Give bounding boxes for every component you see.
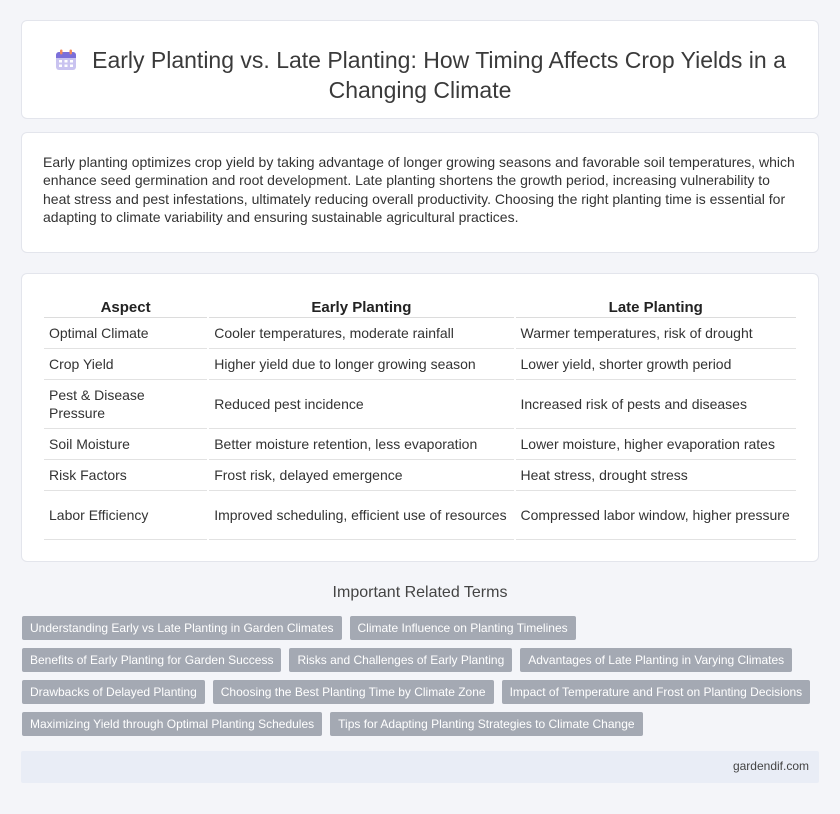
page-title bbox=[42, 45, 798, 105]
cell-aspect: Labor Efficiency bbox=[44, 491, 207, 540]
header-early-planting: Early Planting bbox=[209, 296, 513, 318]
related-term-tag[interactable]: Advantages of Late Planting in Varying Climates bbox=[520, 648, 792, 672]
cell-late: Lower yield, shorter growth period bbox=[516, 349, 797, 380]
cell-early: Improved scheduling, efficient use of resources bbox=[209, 491, 513, 540]
related-term-tag[interactable]: Benefits of Early Planting for Garden Success bbox=[22, 648, 281, 672]
related-term-tag[interactable]: Impact of Temperature and Frost on Planting Decisions bbox=[502, 680, 811, 704]
header-aspect: Aspect bbox=[44, 296, 207, 318]
cell-late: Compressed labor window, higher pressure bbox=[516, 491, 797, 540]
cell-early: Reduced pest incidence bbox=[209, 380, 513, 429]
tag-row bbox=[22, 648, 822, 672]
title-wrap bbox=[22, 45, 818, 105]
cell-late: Lower moisture, higher evaporation rates bbox=[516, 429, 797, 460]
cell-aspect: Optimal Climate bbox=[44, 318, 207, 349]
tag-row bbox=[22, 616, 822, 640]
cell-early: Frost risk, delayed emergence bbox=[209, 460, 513, 491]
footer-site-name: gardendif.com bbox=[732, 759, 809, 773]
calendar-icon bbox=[54, 48, 78, 72]
table-row bbox=[44, 349, 796, 380]
related-terms-tags bbox=[22, 616, 822, 744]
comparison-table bbox=[42, 296, 798, 540]
table-row bbox=[44, 460, 796, 491]
tag-row bbox=[22, 712, 822, 736]
cell-early: Higher yield due to longer growing season bbox=[209, 349, 513, 380]
cell-early: Better moisture retention, less evaporation bbox=[209, 429, 513, 460]
table-row bbox=[44, 429, 796, 460]
header-late-planting: Late Planting bbox=[516, 296, 797, 318]
related-term-tag[interactable]: Understanding Early vs Late Planting in Garden Climates bbox=[22, 616, 342, 640]
tag-row bbox=[22, 680, 822, 704]
cell-aspect: Risk Factors bbox=[44, 460, 207, 491]
related-term-tag[interactable]: Tips for Adapting Planting Strategies to Climate Change bbox=[330, 712, 642, 736]
footer bbox=[21, 751, 819, 783]
related-term-tag[interactable]: Risks and Challenges of Early Planting bbox=[289, 648, 512, 672]
related-term-tag[interactable]: Climate Influence on Planting Timelines bbox=[350, 616, 576, 640]
cell-aspect: Pest & Disease Pressure bbox=[44, 380, 207, 429]
page-title-text: Early Planting vs. Late Planting: How Timing Affects Crop Yields in a Changing Climate bbox=[92, 47, 786, 103]
cell-aspect: Crop Yield bbox=[44, 349, 207, 380]
intro-paragraph: Early planting optimizes crop yield by taking advantage of longer growing seasons and favorable soil temperatures, which enhance seed germination and root development. Late planting shortens the growth period, increasing vulnerability to heat stress and pest infestations, ultimately reducing overall productivity. Choosing the right planting time is essential for adapting to climate variability and ensuring sustainable agricultural practices. bbox=[43, 154, 795, 226]
intro-card bbox=[21, 132, 819, 253]
cell-aspect: Soil Moisture bbox=[44, 429, 207, 460]
table-row bbox=[44, 380, 796, 429]
comparison-table-card bbox=[21, 273, 819, 562]
related-term-tag[interactable]: Choosing the Best Planting Time by Climate Zone bbox=[213, 680, 494, 704]
related-term-tag[interactable]: Drawbacks of Delayed Planting bbox=[22, 680, 205, 704]
cell-late: Heat stress, drought stress bbox=[516, 460, 797, 491]
table-row bbox=[44, 491, 796, 540]
cell-early: Cooler temperatures, moderate rainfall bbox=[209, 318, 513, 349]
table-row bbox=[44, 318, 796, 349]
related-term-tag[interactable]: Maximizing Yield through Optimal Planting Schedules bbox=[22, 712, 322, 736]
table-header-row bbox=[44, 296, 796, 318]
cell-late: Increased risk of pests and diseases bbox=[516, 380, 797, 429]
cell-late: Warmer temperatures, risk of drought bbox=[516, 318, 797, 349]
title-card bbox=[21, 20, 819, 119]
related-terms-title: Important Related Terms bbox=[332, 584, 508, 601]
